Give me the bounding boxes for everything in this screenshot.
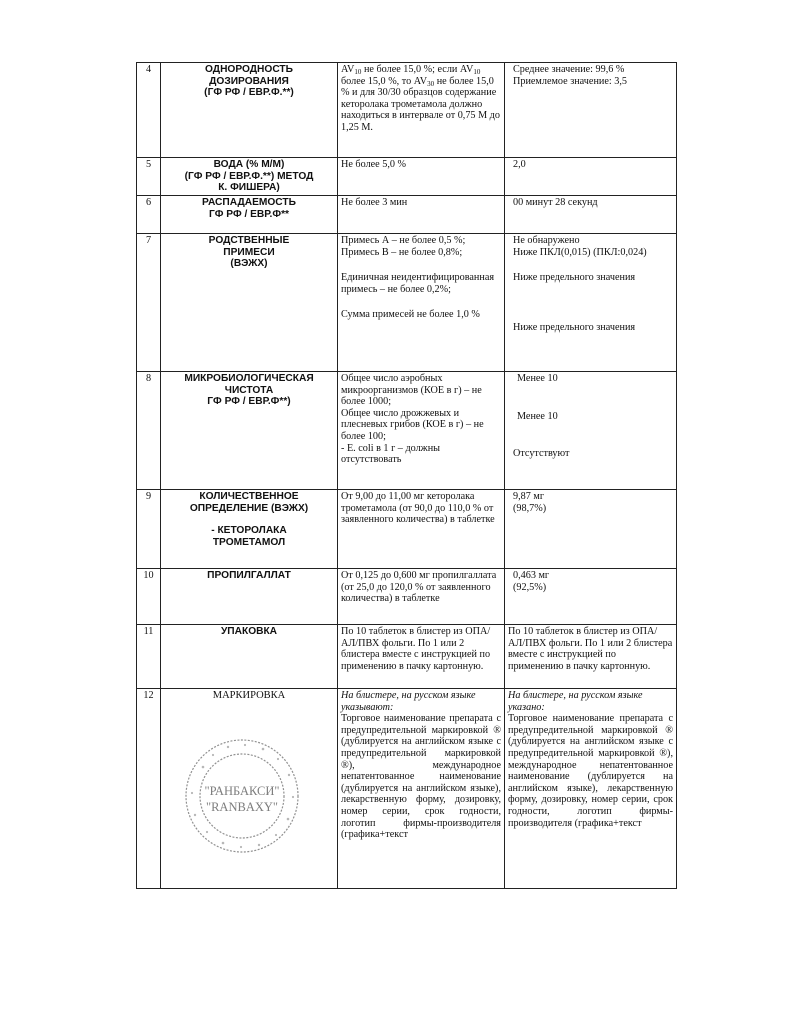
result-text: По 10 таблеток в блистер из ОПА/АЛ/ПВХ фольги. По 1 или 2 блистера вместе с инструкцией по применению в пачку картонную. — [508, 626, 673, 672]
norm-cell — [338, 372, 505, 490]
result-text: Не обнаружено — [513, 235, 580, 246]
parameter-line: - КЕТОРОЛАКА — [211, 525, 287, 537]
norm-cell — [338, 490, 505, 569]
table-row — [137, 569, 677, 625]
norm-text: Общее число дрожжевых и плесневых грибов (КОЕ в г) – не более 100; — [341, 407, 484, 442]
parameter-line: ОПРЕДЕЛЕНИЕ (ВЭЖХ) — [189, 502, 309, 514]
parameter-line: ПРИМЕСИ — [223, 246, 275, 258]
result-text: Ниже предельного значения — [513, 272, 636, 284]
result-text: 00 минут 28 секунд — [513, 197, 598, 208]
norm-text: Примесь В – не более 0,8%; — [341, 246, 463, 258]
norm-text: Сумма примесей не более 1,0 % — [341, 309, 480, 321]
result-text: 2,0 — [513, 159, 526, 170]
parameter-cell — [161, 490, 338, 569]
parameter-line: УПАКОВКА — [220, 626, 278, 637]
spacer — [513, 258, 673, 272]
parameter-line: ЧИСТОТА — [224, 384, 274, 396]
parameter-line: К. ФИШЕРА) — [218, 182, 280, 194]
result-text: (92,5%) — [513, 581, 547, 593]
parameter-line: МАРКИРОВКА — [212, 690, 286, 701]
norm-text: Не более 3 мин — [341, 197, 408, 208]
norm-text: Торговое наименование препарата с предупредительной маркировкой ® (дублируется на английском языке с предупредительной маркировкой ®), международное непатентованное наименование (дублируется на английском языке), лекарственную форму, дозировку, номер серии, срок годности, логотип фирмы-производителя (графика+текст — [341, 713, 501, 841]
norm-text: Единичная неидентифицированная примесь – не более 0,2%; — [341, 272, 495, 295]
table-row — [137, 490, 677, 569]
parameter-line: (ГФ РФ / ЕВР.Ф.**) МЕТОД — [184, 170, 314, 182]
parameter-cell — [161, 569, 338, 625]
spacer — [513, 385, 673, 411]
parameter-cell — [161, 158, 338, 196]
result-cell — [505, 196, 677, 234]
spacer — [513, 422, 673, 448]
result-text: 0,463 мг — [513, 570, 550, 581]
row-number: 5 — [137, 158, 161, 196]
norm-text: От 9,00 до 11,00 мг кеторолака трометамола (от 90,0 до 110,0 % от заявленного количества) в таблетке — [341, 491, 495, 526]
row-number: 11 — [137, 625, 161, 689]
parameter-cell — [161, 372, 338, 490]
norm-cell — [338, 196, 505, 234]
parameter-line: ГФ РФ / ЕВР.Ф**) — [207, 396, 291, 408]
result-text: Отсутствуют — [513, 448, 570, 460]
parameter-line: ОДНОРОДНОСТЬ — [205, 64, 293, 75]
table-row — [137, 625, 677, 689]
norm-text: Не более 5,0 % — [341, 159, 407, 170]
parameter-line: МИКРОБИОЛОГИЧЕСКАЯ — [184, 373, 314, 384]
spacer — [341, 295, 501, 309]
result-text: 9,87 мг — [513, 491, 545, 502]
norm-text: От 0,125 до 0,600 мг пропилгаллата (от 25,0 до 120,0 % от заявленного количества) в таблетке — [341, 570, 497, 605]
table-row — [137, 196, 677, 234]
parameter-line: ГФ РФ / ЕВР.Ф** — [208, 208, 290, 220]
row-number: 4 — [137, 63, 161, 158]
result-text: На блистере, на русском языке указано: — [508, 690, 643, 713]
stamp-line-en: "RANBAXY" — [205, 800, 279, 814]
spacer — [513, 284, 673, 322]
row-number: 10 — [137, 569, 161, 625]
row-number: 8 — [137, 372, 161, 490]
parameter-cell — [161, 625, 338, 689]
company-stamp — [183, 737, 301, 855]
result-cell — [505, 689, 677, 889]
row-number: 7 — [137, 234, 161, 372]
result-cell — [505, 372, 677, 490]
result-text: Приемлемое значение: 3,5 — [513, 75, 627, 87]
norm-cell — [338, 63, 505, 158]
result-cell — [505, 569, 677, 625]
result-cell — [505, 158, 677, 196]
norm-cell — [338, 569, 505, 625]
result-text: Менее 10 — [517, 373, 558, 384]
result-cell — [505, 625, 677, 689]
parameter-line: ДОЗИРОВАНИЯ — [209, 75, 289, 87]
norm-text: - E. coli в 1 г – должны отсутствовать — [341, 442, 441, 466]
result-text: Торговое наименование препарата с предупредительной маркировкой ® (дублируется на английском языке с предупредительной маркировкой ®), международное непатентованное наименование (дублируется на английском языке), лекарственную форму, дозировку, номер серии, срок годности, логотип фирмы-производителя (графика+текст — [508, 713, 673, 829]
spacer — [341, 258, 501, 272]
table-row — [137, 372, 677, 490]
norm-text: Общее число аэробных микроорганизмов (КОЕ в г) – не более 1000; — [341, 373, 482, 408]
result-text: (98,7%) — [513, 502, 547, 514]
norm-text: По 10 таблеток в блистер из ОПА/АЛ/ПВХ фольги. По 1 или 2 блистера вместе с инструкцией по применению в пачку картонную. — [341, 626, 491, 672]
table-row — [137, 234, 677, 372]
stamp-line-ru: "РАНБАКСИ" — [204, 784, 280, 798]
result-cell — [505, 490, 677, 569]
table-row — [137, 63, 677, 158]
result-text: Менее 10 — [517, 410, 558, 422]
table-row — [137, 158, 677, 196]
parameter-cell — [161, 196, 338, 234]
norm-text: $AV_{10}$ не более 15,0 %; если $AV_{10}$ более 15,0 %, то $AV_{30}$ не более 15,0 % и для 30/30 образцов содержание кеторолака трометамола должно находиться в интервале от 0,75 М до 1,25 М. — [341, 64, 500, 133]
row-number: 6 — [137, 196, 161, 234]
parameter-line: (ВЭЖХ) — [230, 258, 268, 270]
row-number: 9 — [137, 490, 161, 569]
parameter-line: РОДСТВЕННЫЕ — [208, 235, 290, 246]
parameter-line: ВОДА (% М/М) — [213, 159, 285, 170]
spacer — [164, 514, 334, 525]
norm-text: Примесь А – не более 0,5 %; — [341, 235, 466, 246]
result-text: Ниже ПКЛ(0,015) (ПКЛ:0,024) — [513, 246, 647, 258]
result-cell — [505, 234, 677, 372]
row-number: 12 — [137, 689, 161, 889]
parameter-line: ТРОМЕТАМОЛ — [212, 536, 286, 548]
parameter-line: РАСПАДАЕМОСТЬ — [202, 197, 296, 208]
parameter-line: (ГФ РФ / ЕВР.Ф.**) — [204, 87, 294, 99]
parameter-line: КОЛИЧЕСТВЕННОЕ — [199, 491, 299, 502]
parameter-cell — [161, 63, 338, 158]
result-text: Ниже предельного значения — [513, 321, 636, 333]
parameter-cell — [161, 234, 338, 372]
norm-text: На блистере, на русском языке указывают: — [341, 690, 476, 713]
norm-cell — [338, 689, 505, 889]
norm-cell — [338, 625, 505, 689]
norm-cell — [338, 158, 505, 196]
result-text: Среднее значение: 99,6 % — [513, 64, 625, 75]
norm-cell — [338, 234, 505, 372]
result-cell — [505, 63, 677, 158]
parameter-line: ПРОПИЛГАЛЛАТ — [207, 570, 291, 581]
